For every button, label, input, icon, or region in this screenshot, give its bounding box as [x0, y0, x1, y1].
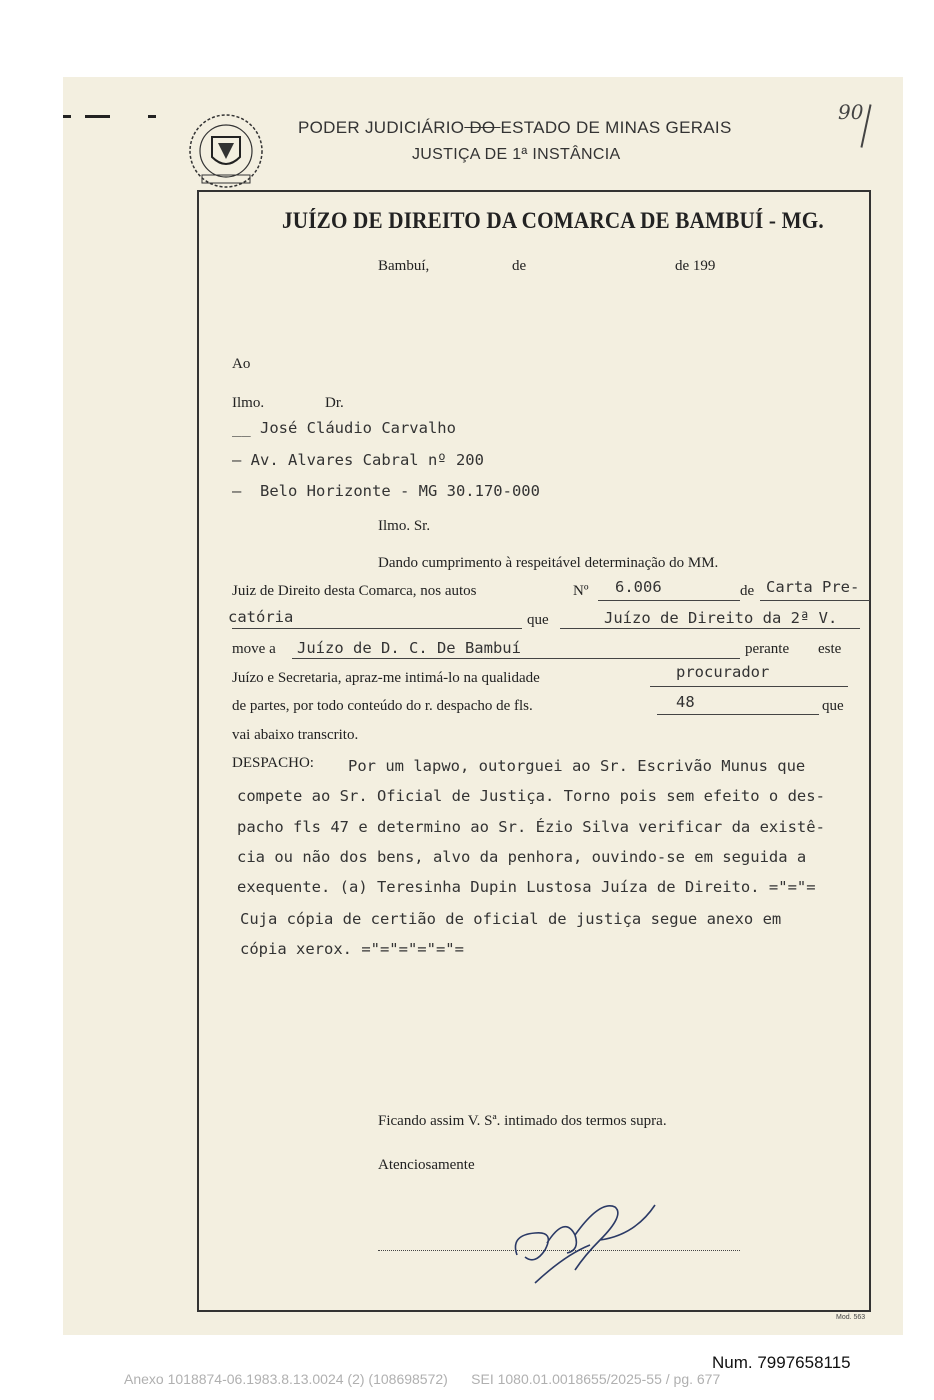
handwritten-page-number: 90: [838, 100, 864, 124]
ilmo-sr-label: Ilmo. Sr.: [378, 518, 431, 534]
city-label: Bambuí,: [378, 258, 430, 274]
handwritten-signature: [505, 1195, 665, 1285]
margin-mark: [63, 115, 71, 118]
addressee-street: — Av. Alvares Cabral nº 200: [232, 451, 484, 469]
addressee-city: — Belo Horizonte - MG 30.170-000: [232, 482, 540, 500]
despacho-line: compete ao Sr. Oficial de Justiça. Torno pois sem efeito o des-: [237, 787, 825, 805]
autos-de-label: de: [740, 583, 755, 599]
margin-mark: [148, 115, 156, 118]
document-number: Num. 7997658115: [712, 1353, 851, 1372]
fls-value: 48: [676, 693, 695, 711]
move-a-label: move a: [232, 641, 276, 657]
body-line-1: Dando cumprimento à respeitável determinação do MM.: [378, 555, 719, 571]
destination-court-value: Juízo de D. C. De Bambuí: [297, 639, 521, 657]
origin-court-value: Juízo de Direito da 2ª V.: [604, 609, 838, 627]
despacho-line: cia ou não dos bens, alvo da penhora, ouvindo-se em seguida a: [237, 848, 807, 866]
header-line-2: JUSTIÇA DE 1ª INSTÂNCIA: [412, 146, 621, 163]
margin-mark: [85, 115, 110, 118]
document-type-value-a: Carta Pre-: [766, 578, 860, 596]
form-frame: [197, 190, 871, 1312]
despacho-line: Cuja cópia de certião de oficial de justiça segue anexo em: [240, 910, 782, 928]
addressee-name: __ José Cláudio Carvalho: [232, 419, 456, 437]
header-line-1: PODER JUDICIÁRIO DO ESTADO DE MINAS GERAIS: [298, 118, 732, 137]
body-line-7: vai abaixo transcrito.: [232, 727, 359, 743]
document-type-value-b: catória: [228, 608, 294, 626]
form-title: JUÍZO DE DIREITO DA COMARCA DE BAMBUÍ - MG.: [282, 208, 824, 233]
que-label-2: que: [822, 698, 844, 714]
body-line-6: de partes, por todo conteúdo do r. despacho de fls.: [232, 698, 533, 714]
body-line-5: Juízo e Secretaria, apraz-me intimá-lo na qualidade: [232, 670, 540, 686]
coat-of-arms-seal-icon: [186, 113, 266, 191]
despacho-line: cópia xerox. ="="="="="=: [240, 940, 464, 958]
despacho-line: Por um lapwo, outorguei ao Sr. Escrivão Munus que: [348, 757, 806, 775]
regards-text: Atenciosamente: [378, 1157, 475, 1173]
autos-number-value: 6.006: [615, 578, 662, 596]
attachment-footer: Anexo 1018874-06.1983.8.13.0024 (2) (108698572) SEI 1080.01.0018655/2025-55 / pg. 677: [124, 1371, 721, 1387]
despacho-line: exequente. (a) Teresinha Dupin Lustosa Juíza de Direito. ="="=: [237, 878, 816, 896]
este-label: este: [818, 641, 842, 657]
closing-text: Ficando assim V. Sª. intimado dos termos supra.: [378, 1113, 667, 1129]
despacho-line: pacho fls 47 e determino ao Sr. Ézio Silva verificar da existê-: [237, 818, 825, 836]
despacho-label: DESPACHO:: [232, 755, 314, 771]
form-model-label: Mod. 563: [836, 1314, 866, 1321]
dr-label: Dr.: [325, 395, 344, 411]
body-line-2: Juiz de Direito desta Comarca, nos autos: [232, 583, 477, 599]
autos-number-label: Nº: [573, 583, 589, 599]
perante-label: perante: [745, 641, 790, 657]
ilmo-label: Ilmo.: [232, 395, 265, 411]
ao-label: Ao: [232, 356, 251, 372]
date-de-label: de: [512, 258, 527, 274]
quality-value: procurador: [676, 663, 770, 681]
que-label: que: [527, 612, 549, 628]
year-label: de 199: [675, 258, 716, 274]
